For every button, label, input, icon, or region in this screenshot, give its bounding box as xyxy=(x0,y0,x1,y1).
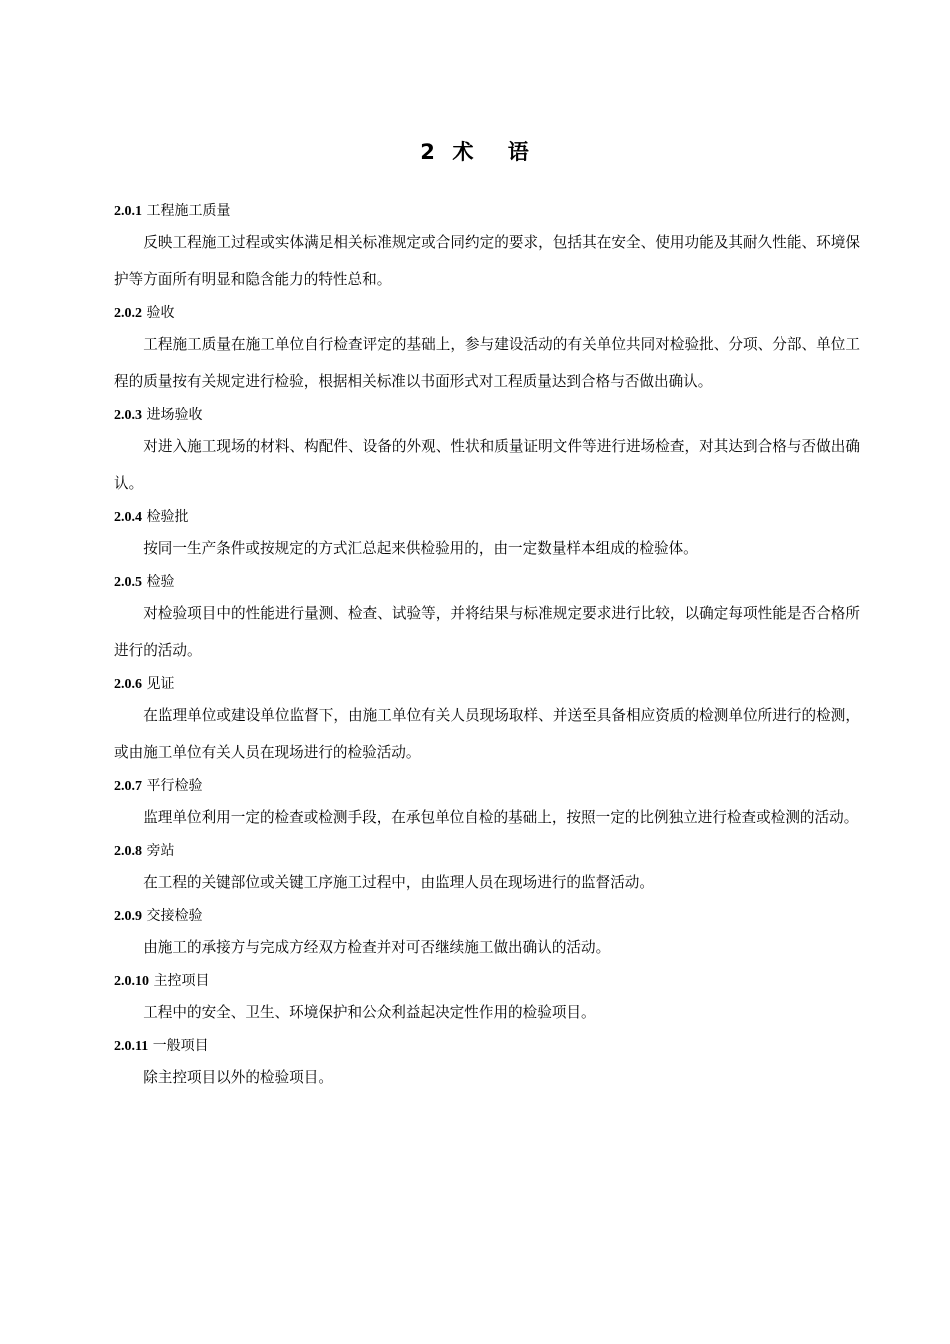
term-definition: 由施工的承接方与完成方经双方检查并对可否继续施工做出确认的活动。 xyxy=(143,939,611,956)
term-name: 主控项目 xyxy=(153,973,210,989)
terms-list xyxy=(114,198,860,1098)
term-entry xyxy=(114,198,860,298)
term-name: 平行检验 xyxy=(146,778,203,794)
term-number: 2.0.5 xyxy=(114,575,142,590)
term-number: 2.0.11 xyxy=(114,1039,149,1054)
term-number: 2.0.6 xyxy=(114,677,142,692)
term-name: 一般项目 xyxy=(152,1038,209,1054)
term-entry xyxy=(114,300,860,400)
term-number: 2.0.1 xyxy=(114,204,142,219)
term-entry xyxy=(114,402,860,502)
term-number: 2.0.2 xyxy=(114,306,142,321)
term-definition: 在工程的关键部位或关键工序施工过程中，由监理人员在现场进行的监督活动。 xyxy=(143,874,654,891)
term-definition: 对检验项目中的性能进行量测、检查、试验等，并将结果与标准规定要求进行比较，以确定每项性能是否合格所进行的活动。 xyxy=(114,605,860,659)
term-entry xyxy=(114,1033,860,1096)
term-name: 见证 xyxy=(142,676,175,692)
term-definition: 在监理单位或建设单位监督下，由施工单位有关人员现场取样、并送至具备相应资质的检测单位所进行的检测，或由施工单位有关人员在现场进行的检验活动。 xyxy=(114,707,860,761)
term-name: 旁站 xyxy=(146,843,175,859)
term-heading xyxy=(114,903,860,929)
chapter-title: 2 术 语 xyxy=(420,140,530,164)
term-name: 检验 xyxy=(146,574,175,590)
term-entry xyxy=(114,671,860,771)
term-entry xyxy=(114,838,860,901)
term-number: 2.0.4 xyxy=(114,510,142,525)
term-heading xyxy=(114,402,860,428)
term-definition: 反映工程施工过程或实体满足相关标准规定或合同约定的要求，包括其在安全、使用功能及其耐久性能、环境保护等方面所有明显和隐含能力的特性总和。 xyxy=(114,234,860,288)
term-name: 检验批 xyxy=(146,509,189,525)
term-definition: 除主控项目以外的检验项目。 xyxy=(143,1069,333,1086)
term-heading xyxy=(114,1033,860,1059)
term-entry xyxy=(114,504,860,567)
term-definition: 工程中的安全、卫生、环境保护和公众利益起决定性作用的检验项目。 xyxy=(143,1004,596,1021)
term-name: 验收 xyxy=(146,305,175,321)
term-heading xyxy=(114,300,860,326)
term-entry xyxy=(114,773,860,836)
term-number: 2.0.3 xyxy=(114,408,142,423)
term-name: 交接检验 xyxy=(146,908,203,924)
term-heading xyxy=(114,838,860,864)
term-heading xyxy=(114,198,860,224)
term-name: 工程施工质量 xyxy=(146,203,231,219)
term-number: 2.0.8 xyxy=(114,844,142,859)
term-definition: 对进入施工现场的材料、构配件、设备的外观、性状和质量证明文件等进行进场检查，对其达到合格与否做出确认。 xyxy=(114,438,860,492)
term-entry xyxy=(114,569,860,669)
term-number: 2.0.9 xyxy=(114,909,142,924)
term-name: 进场验收 xyxy=(146,407,203,423)
term-entry xyxy=(114,968,860,1031)
term-definition: 工程施工质量在施工单位自行检查评定的基础上，参与建设活动的有关单位共同对检验批、分项、分部、单位工程的质量按有关规定进行检验，根据相关标准以书面形式对工程质量达到合格与否做出确认。 xyxy=(114,336,860,390)
term-heading xyxy=(114,968,860,994)
term-definition: 监理单位利用一定的检查或检测手段，在承包单位自检的基础上，按照一定的比例独立进行检查或检测的活动。 xyxy=(143,809,859,826)
term-number: 2.0.10 xyxy=(114,974,149,989)
term-entry xyxy=(114,903,860,966)
term-heading xyxy=(114,671,860,697)
term-number: 2.0.7 xyxy=(114,779,142,794)
term-heading xyxy=(114,773,860,799)
term-definition: 按同一生产条件或按规定的方式汇总起来供检验用的，由一定数量样本组成的检验体。 xyxy=(143,540,698,557)
term-heading xyxy=(114,569,860,595)
term-heading xyxy=(114,504,860,530)
